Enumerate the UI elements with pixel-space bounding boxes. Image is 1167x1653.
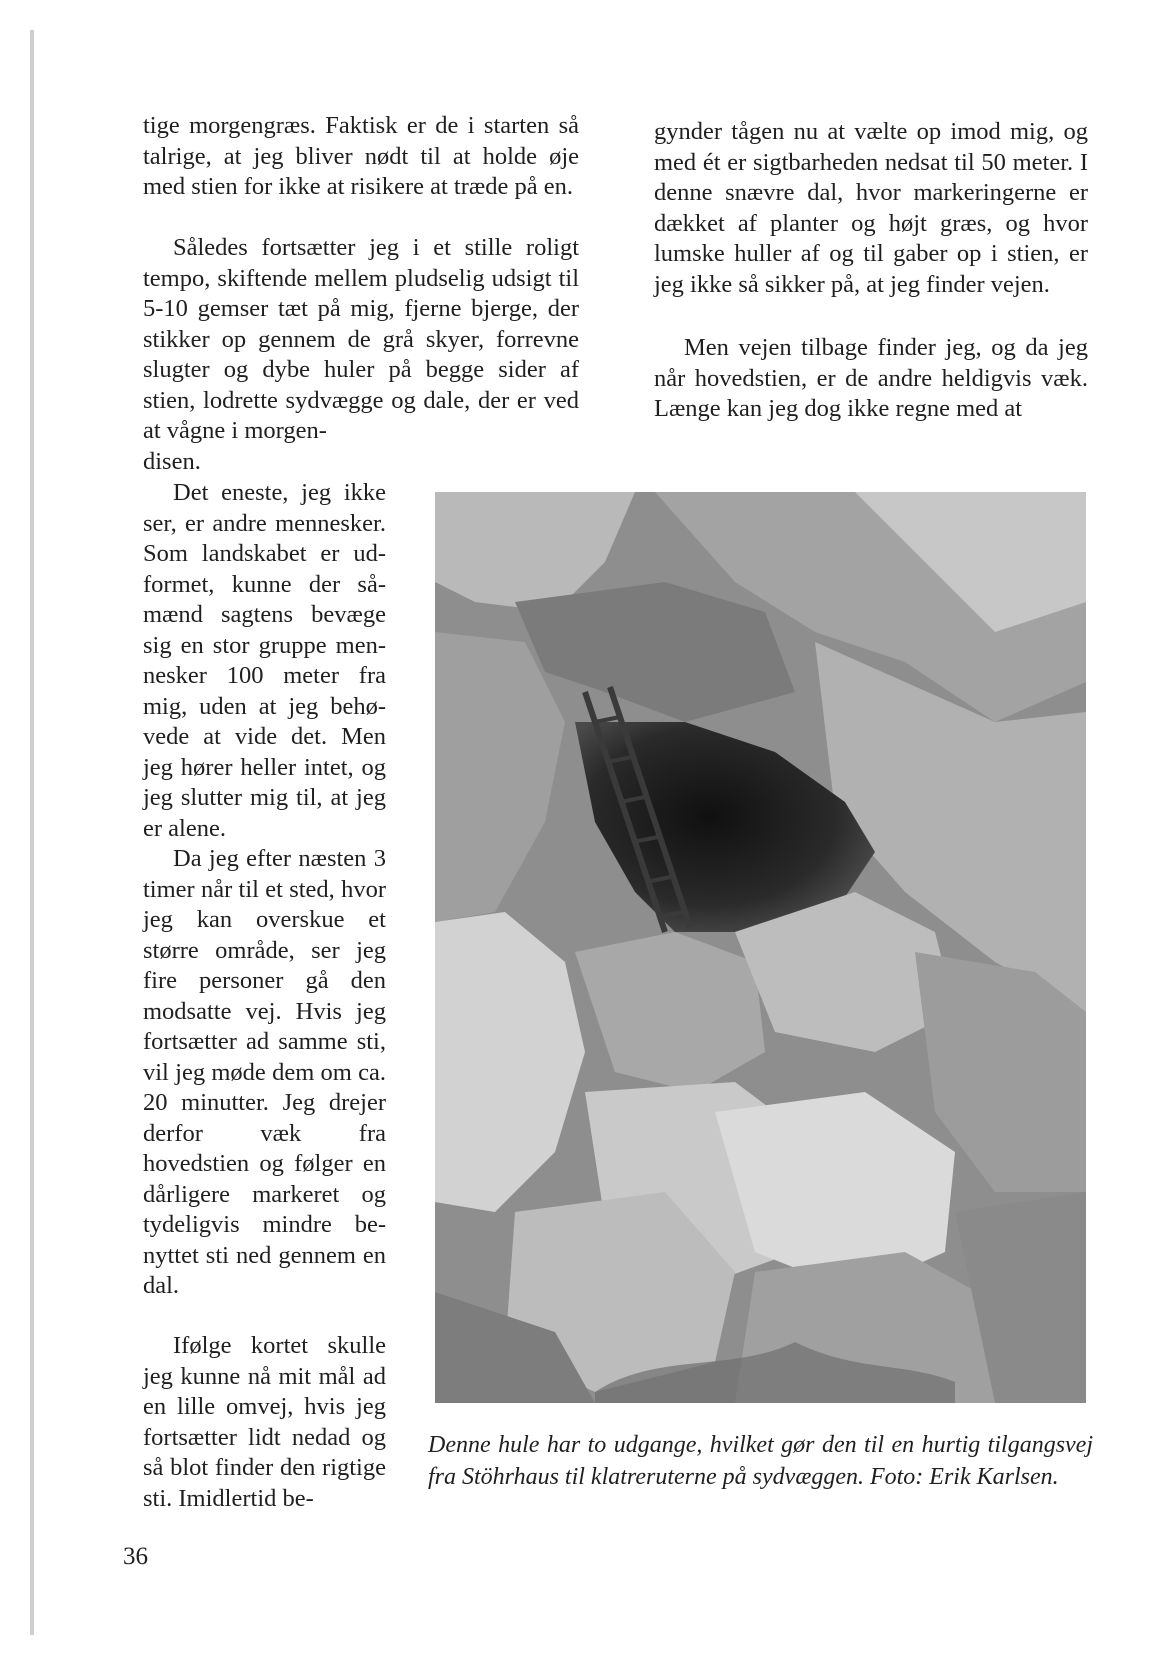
left-paragraph-2-end: disen. bbox=[143, 448, 201, 475]
cave-photograph bbox=[435, 492, 1086, 1403]
photo-caption: Denne hule har to udgange, hvilket gør den til en hurtig tilgangsvej fra Stöhrhaus til klatreruterne på sydvæggen. Foto: Erik Karlsen. bbox=[428, 1432, 1093, 1490]
right-paragraph-1: gynder tågen nu at vælte op imod mig, og med ét er sigtbarheden nedsat til 50 meter. I denne snævre dal, hvor markeringerne er dækket af planter og højt græs, og hvor lumske huller af og til gaber op i stien, er jeg ikke så sikker på, at jeg finder vejen. bbox=[654, 118, 1088, 298]
page-number: 36 bbox=[123, 1543, 148, 1570]
left-paragraph-1: tige morgengræs. Faktisk er de i starten så talrige, at jeg bliver nødt til at holde øje med stien for ikke at risikere at træde på en. bbox=[143, 112, 579, 200]
left-paragraph-4: Da jeg efter næsten 3 timer når til et sted, hvor jeg kan overskue et større område, ser jeg fire personer gå den modsatte vej. Hvis jeg fortsætter ad samme sti, vil jeg møde dem om ca. 20 minutter. Jeg drejer derfor væk fra hovedstien og følger en dårligere markeret og tydeligvis mindre benyttet sti ned gennem en dal. bbox=[143, 845, 386, 1299]
right-paragraph-2: Men vejen tilbage finder jeg, og da jeg når hovedstien, er de andre heldigvis væk. Længe kan jeg dog ikke regne med at bbox=[654, 334, 1088, 422]
page-edge-line bbox=[30, 30, 34, 1635]
left-paragraph-3: Det eneste, jeg ikke ser, er andre mennesker. Som landskabet er udformet, kunne der såmænd sagtens bevæge sig en stor gruppe mennesker 100 meter fra mig, uden at jeg behøvede at vide det. Men jeg hører heller intet, og jeg slutter mig til, at jeg er alene. bbox=[143, 479, 386, 842]
left-paragraph-5: Ifølge kortet skulle jeg kunne nå mit mål ad en lille omvej, hvis jeg fortsætter lidt nedad og så blot finder den rigtige sti. Imidlertid be- bbox=[143, 1332, 386, 1512]
left-paragraph-2: Således fortsætter jeg i et stille roligt tempo, skiftende mellem pludselig udsigt til 5-10 gemser tæt på mig, fjerne bjerge, der stikker op gennem de grå skyer, forrevne slugter og dybe huler på begge sider af stien, lodrette sydvægge og dale, der er ved at vågne i morgen- bbox=[143, 234, 579, 444]
